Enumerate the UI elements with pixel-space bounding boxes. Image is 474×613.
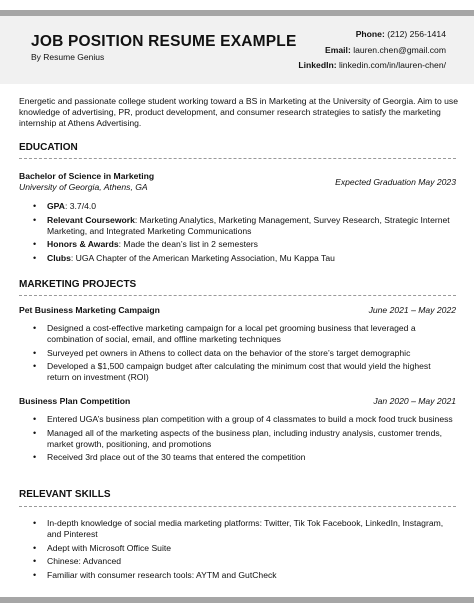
phone-label: Phone: [355, 29, 385, 39]
contact-email [298, 43, 446, 59]
summary-paragraph: Energetic and passionate college student working toward a BS in Marketing at the University of Georgia. Aim to use knowledge of advertising, PR, product development, and consumer research strategies to satisfy the marketing internship at Athens Advertising. [19, 96, 458, 128]
linkedin-label: LinkedIn: [298, 60, 337, 70]
project-name: Pet Business Marketing Campaign [19, 305, 160, 315]
education-details-list [31, 201, 455, 266]
list-item: • In-depth knowledge of social media marketing platforms: Twitter, Tik Tok Facebook, LinkedIn, Instagram, and Pinterest [31, 518, 455, 540]
resume-byline: By Resume Genius [31, 52, 105, 62]
resume-header [0, 16, 474, 84]
email-label: Email: [325, 44, 351, 55]
list-item [31, 253, 455, 264]
skills-heading: RELEVANT SKILLS [19, 489, 111, 500]
education-heading: EDUCATION [19, 142, 78, 153]
list-item: • Chinese: Advanced [31, 556, 455, 567]
projects-heading: MARKETING PROJECTS [19, 279, 137, 290]
list-item [31, 239, 455, 250]
item-text: : Marketing Analytics, Marketing Management, Survey Research, Strategic Internet Marketing, and Integrated Marketing Communications [47, 214, 450, 236]
list-item [31, 201, 455, 212]
item-label: Clubs [47, 252, 71, 263]
education-divider [19, 158, 456, 159]
item-label: Relevant Coursework [47, 214, 135, 225]
item-text: : Made the dean’s list in 2 semesters [118, 239, 258, 249]
contact-linkedin [298, 58, 446, 74]
project-bullets [31, 414, 455, 466]
contact-info [298, 27, 446, 74]
list-item: • Entered UGA’s business plan competition with a group of 4 classmates to build a mock food truck business [31, 414, 455, 425]
list-item: • Adept with Microsoft Office Suite [31, 543, 455, 554]
list-item: • Familiar with consumer research tools: AYTM and GutCheck [31, 570, 455, 581]
degree-name: Bachelor of Science in Marketing [19, 171, 155, 181]
graduation-date: Expected Graduation May 2023 [335, 177, 456, 187]
item-label: GPA [47, 201, 65, 211]
list-item: • Received 3rd place out of the 30 teams that entered the competition [31, 452, 455, 463]
item-label: Honors & Awards [47, 239, 119, 249]
item-text: : UGA Chapter of the American Marketing Association, Mu Kappa Tau [70, 252, 335, 263]
project-date: Jan 2020 – May 2021 [373, 396, 456, 406]
projects-divider [19, 295, 456, 296]
school-name: University of Georgia, Athens, GA [19, 182, 148, 192]
list-item [31, 215, 455, 237]
skills-list [31, 518, 455, 583]
project-bullets [31, 323, 455, 386]
project-date: June 2021 – May 2022 [368, 305, 456, 315]
list-item: • Managed all of the marketing aspects of the business plan, including industry analysis, customer trends, market growth, positioning, and promotions [31, 428, 455, 450]
phone-value: (212) 256-1414 [387, 29, 446, 39]
resume-title: JOB POSITION RESUME EXAMPLE [31, 33, 297, 50]
linkedin-value[interactable]: linkedin.com/in/lauren-chen/ [338, 60, 446, 70]
list-item: • Designed a cost-effective marketing campaign for a local pet grooming business that leveraged a combination of social, email, and offline marketing techniques [31, 323, 455, 345]
item-text: : 3.7/4.0 [64, 201, 97, 211]
skills-divider [19, 506, 456, 507]
contact-phone [298, 27, 446, 43]
project-name: Business Plan Competition [19, 396, 131, 406]
list-item: • Surveyed pet owners in Athens to collect data on the behavior of the store’s target demographic [31, 348, 455, 359]
list-item: • Developed a $1,500 campaign budget after calculating the minimum cost that would yield the highest return on investment (ROI) [31, 361, 455, 383]
bottom-border [0, 597, 474, 603]
email-value[interactable]: lauren.chen@gmail.com [353, 44, 446, 55]
